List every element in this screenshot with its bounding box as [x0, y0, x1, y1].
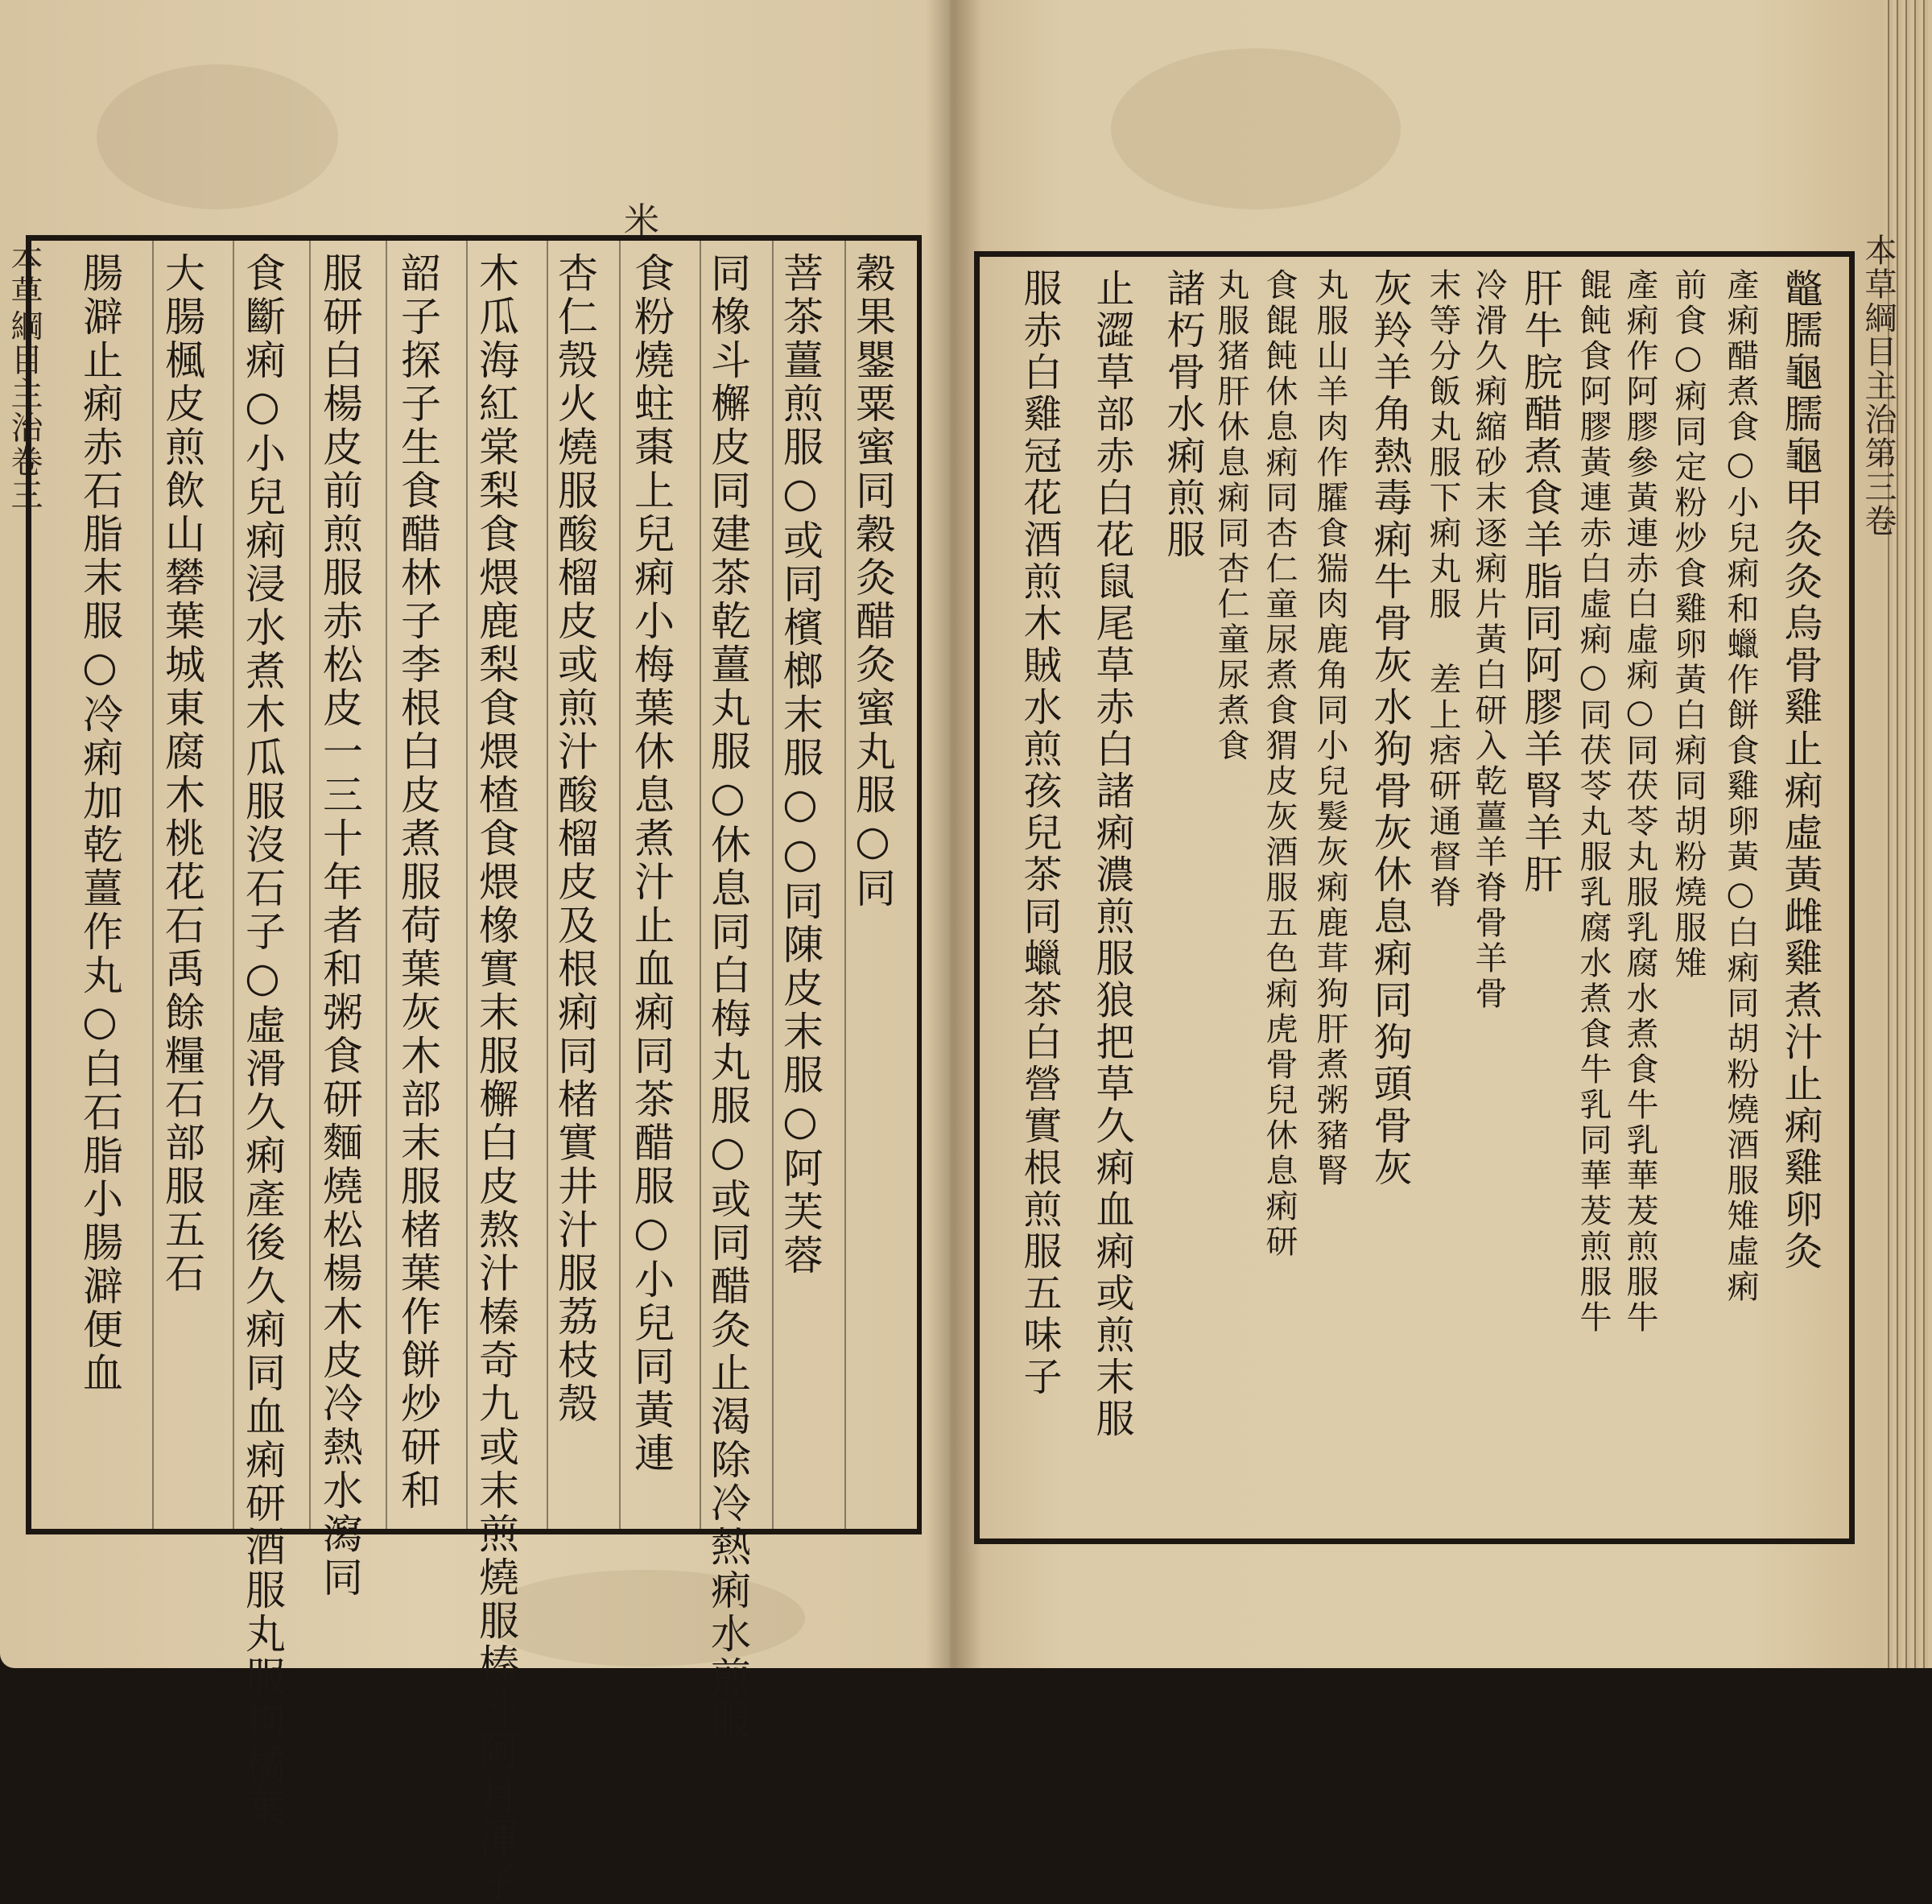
- text-column: 穀果鑍粟蜜同穀灸醋灸蜜丸服○同: [849, 252, 896, 911]
- text-column: 鼈臑龜臑龜甲灸灸烏骨雞止痢虛黃雌雞煮汁止痢雞卵灸: [1777, 268, 1823, 1273]
- text-column: 食餛飩休息痢同杏仁童尿煮食猬皮灰酒服五色痢虎骨兒休息痢研: [1261, 268, 1298, 1260]
- column-rule: [466, 241, 468, 1529]
- text-column: 同橡斗檞皮同建茶乾薑丸服○休息同白梅丸服○或同醋灸止渴除冷熱痢水煎服: [704, 252, 751, 1743]
- text-column: 餛飩食阿膠黃連赤白虛痢○同茯苓丸服乳腐水煮食牛乳同華茇煎服牛: [1575, 268, 1612, 1336]
- text-column: 諸朽骨水痢煎服: [1160, 268, 1205, 561]
- text-column: 止澀草部赤白花鼠尾草赤白諸痢濃煎服狼把草久痢血痢或煎末服: [1089, 268, 1134, 1440]
- text-column: 木瓜海紅棠梨食煨鹿梨食煨楂食煨橡實末服檞白皮熬汁榛奇九或末煎燒服榛斗阿月渾子: [473, 252, 519, 1904]
- text-column: 冷滑久痢縮砂末逐痢片黃白研入乾薑羊脊骨羊骨: [1470, 268, 1507, 1012]
- page-header-character: 米: [624, 200, 659, 242]
- paper-stain: [483, 1570, 805, 1667]
- text-column: 腸澼止痢赤石脂末服○冷痢加乾薑作丸○白石脂小腸澼便血: [76, 252, 123, 1395]
- text-column: 灰羚羊角熱毒痢牛骨灰水狗骨灰休息痢同狗頭骨灰: [1367, 268, 1412, 1189]
- text-column: 丸服山羊肉作臛食猯肉鹿角同小兒髮灰痢鹿茸狗肝煮粥豬腎: [1311, 268, 1348, 1189]
- left-text-frame: [26, 235, 922, 1904]
- column-rule: [772, 241, 774, 1529]
- text-column: 大腸楓皮煎飲山礬葉城東腐木桃花石禹餘糧石部服五石: [159, 252, 205, 1295]
- text-column: 前食○痢同定粉炒食雞卵黃白痢同胡粉燒服雉: [1670, 268, 1707, 981]
- column-rule: [309, 241, 311, 1529]
- column-rule: [844, 241, 846, 1529]
- column-rule: [547, 241, 548, 1529]
- left-page: [0, 0, 950, 1904]
- column-rule: [152, 241, 154, 1529]
- text-column: 食粉燒蛀棗上兒痢小梅葉休息煮汁止血痢同茶醋服○小兒同黃連: [628, 252, 675, 1476]
- column-rule: [619, 241, 621, 1529]
- text-column: 肝牛脘醋煮食羊脂同阿膠羊腎羊肝: [1517, 268, 1563, 896]
- text-column: 產痢作阿膠參黃連赤白虛痢○同茯苓丸服乳腐水煮食牛乳華茇煎服牛: [1621, 268, 1658, 1336]
- text-column: 丸服猪肝休息痢同杏仁童尿煮食: [1212, 268, 1249, 764]
- right-margin-text: 本草綱目主治第三卷: [1860, 233, 1897, 538]
- text-column: 韶子探子生食醋林子李根白皮煮服荷葉灰木部末服楮葉作餅炒研和: [394, 252, 441, 1513]
- text-column: 產痢醋煮食○小兒痢和蠟作餅食雞卵黃○白痢同胡粉燒酒服雉虛痢: [1722, 268, 1759, 1305]
- text-column: 服赤白雞冠花酒煎木賊水煎孩兒茶同蠟茶白營實根煎服五味子: [1017, 268, 1062, 1398]
- text-column: 服研白楊皮前煎服赤松皮一三十年者和粥食研麵燒松楊木皮冷熱水瀉同: [316, 252, 363, 1600]
- right-text-frame: [974, 251, 1855, 1544]
- text-column: 食斷痢○小兒痢浸水煮木瓜服沒石子○虛滑久痢產後久痢同血痢研酒服丸服枸橘葉: [239, 252, 286, 1830]
- left-margin-text: 本草綱目主治卷三: [6, 242, 43, 512]
- text-column: 菩茶薑煎服○或同檳榔末服○○同陳皮末服○阿芙蓉: [777, 252, 824, 1278]
- paper-stain: [97, 64, 338, 209]
- column-rule: [386, 241, 387, 1529]
- column-rule: [700, 241, 701, 1529]
- column-rule: [233, 241, 234, 1529]
- text-column: 杏仁殼火燒服酸榴皮或煎汁酸榴皮及根痢同楮實井汁服荔枝殼: [551, 252, 598, 1426]
- text-column: 末等分飯丸服下痢丸服 差上痞研通督脊: [1424, 268, 1461, 911]
- paper-stain: [1111, 48, 1401, 209]
